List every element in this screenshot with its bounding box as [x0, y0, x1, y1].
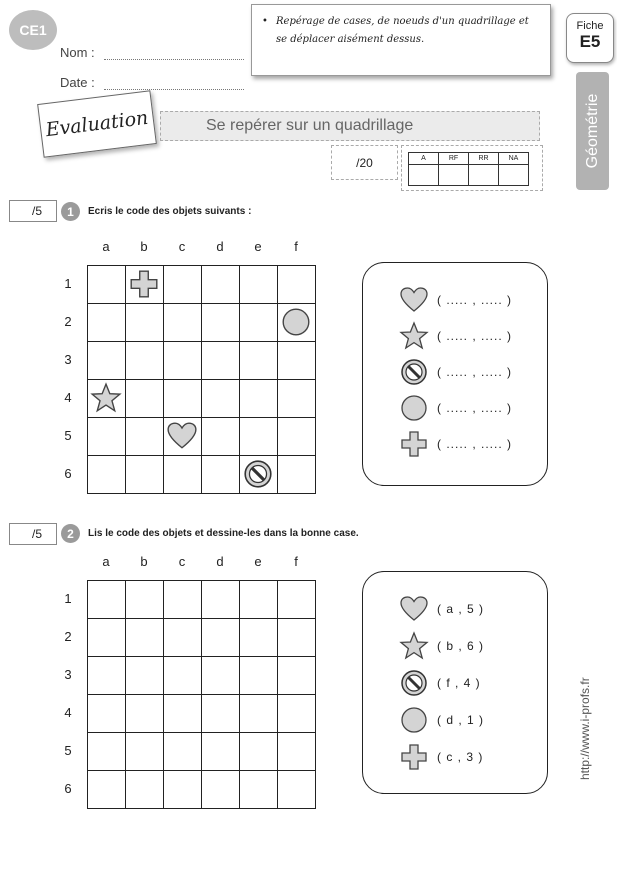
column-label-f: f: [294, 554, 298, 569]
grid-cell-c5[interactable]: [164, 418, 202, 456]
legend-item-star: [399, 321, 512, 351]
circle-icon: [399, 393, 429, 423]
grid-cell-f2[interactable]: [278, 619, 316, 657]
total-score-label: /20: [356, 155, 373, 170]
eval-cell[interactable]: [469, 165, 499, 186]
legend-code[interactable]: ( ..... , ..... ): [437, 293, 513, 307]
grid-cell-b2[interactable]: [126, 619, 164, 657]
ex2-instruction: Lis le code des objets et dessine-les dans la bonne case.: [88, 528, 359, 539]
grid-cell-b4[interactable]: [126, 695, 164, 733]
ex1-score-box[interactable]: [9, 200, 57, 222]
ex1-legend-card: [362, 262, 548, 486]
ex1-number-badge: 1: [61, 202, 80, 221]
legend-item-forbidden: [399, 668, 481, 698]
grid-cell-e4[interactable]: [240, 695, 278, 733]
circle-icon: [399, 705, 429, 735]
eval-cell[interactable]: [409, 165, 439, 186]
column-label-e: e: [254, 239, 262, 254]
column-label-e: e: [254, 554, 262, 569]
row-label-4: 4: [64, 390, 72, 405]
legend-code[interactable]: ( ..... , ..... ): [437, 401, 513, 415]
legend-item-forbidden: [399, 357, 512, 387]
grid-cell-e2[interactable]: [240, 304, 278, 342]
grid-cell-f6[interactable]: [278, 771, 316, 809]
grid-cell-b1[interactable]: [126, 581, 164, 619]
grid-cell-f4[interactable]: [278, 695, 316, 733]
grid-cell-a6[interactable]: [88, 771, 126, 809]
grid-cell-d3[interactable]: [202, 657, 240, 695]
row-label-3: 3: [64, 667, 72, 682]
grid-cell-d4[interactable]: [202, 380, 240, 418]
grid-cell-a5[interactable]: [88, 733, 126, 771]
row-label-6: 6: [64, 466, 72, 481]
row-label-1: 1: [64, 591, 72, 606]
grid-cell-a4[interactable]: [88, 380, 126, 418]
grid-cell-c5[interactable]: [164, 733, 202, 771]
ex2-number-badge: 2: [61, 524, 80, 543]
grid-cell-b4[interactable]: [126, 380, 164, 418]
star-icon: [90, 382, 122, 414]
grid-cell-f6[interactable]: [278, 456, 316, 494]
grid-cell-a3[interactable]: [88, 342, 126, 380]
fiche-code: E5: [579, 32, 601, 51]
column-label-b: b: [140, 554, 148, 569]
grid-cell-a6[interactable]: [88, 456, 126, 494]
fiche-label: Fiche: [576, 20, 604, 32]
grid-cell-c2[interactable]: [164, 619, 202, 657]
ex1-score: /5: [32, 204, 43, 218]
grid-cell-b6[interactable]: [126, 456, 164, 494]
objective-text: Repérage de cases, de noeuds d'un quadrillage et se déplacer aisément dessus.: [276, 16, 529, 45]
legend-code: ( f , 4 ): [437, 676, 481, 690]
grid-cell-b2[interactable]: [126, 304, 164, 342]
grid-cell-c3[interactable]: [164, 657, 202, 695]
row-label-1: 1: [64, 276, 72, 291]
ex2-score: /5: [32, 527, 43, 541]
legend-item-heart: [399, 594, 484, 624]
legend-item-heart: [399, 285, 512, 315]
legend-code[interactable]: ( ..... , ..... ): [437, 365, 513, 379]
legend-item-cross: [399, 429, 512, 459]
row-label-3: 3: [64, 352, 72, 367]
grid-cell-c3[interactable]: [164, 342, 202, 380]
ex1-grid: [87, 265, 316, 494]
total-score-box[interactable]: [331, 145, 398, 180]
grid-cell-d4[interactable]: [202, 695, 240, 733]
eval-col-a: A: [409, 153, 439, 165]
legend-code[interactable]: ( ..... , ..... ): [437, 437, 513, 451]
star-icon: [399, 321, 429, 351]
column-label-c: c: [178, 554, 186, 569]
site-url: http://www.i-profs.fr: [578, 677, 592, 780]
grid-cell-f2[interactable]: [278, 304, 316, 342]
grid-cell-e6[interactable]: [240, 771, 278, 809]
grid-cell-f1[interactable]: [278, 266, 316, 304]
subject-sidebar: [576, 72, 609, 190]
grid-cell-e6[interactable]: [240, 456, 278, 494]
ex2-score-box[interactable]: [9, 523, 57, 545]
ex2-legend-card: [362, 571, 548, 794]
fiche-tag: [566, 13, 614, 63]
grid-cell-b3[interactable]: [126, 342, 164, 380]
grid-cell-e5[interactable]: [240, 733, 278, 771]
grid-cell-d5[interactable]: [202, 418, 240, 456]
eval-cell[interactable]: [499, 165, 529, 186]
title-text: Se repérer sur un quadrillage: [206, 117, 414, 134]
grid-cell-c4[interactable]: [164, 380, 202, 418]
grid-cell-f1[interactable]: [278, 581, 316, 619]
eval-cell[interactable]: [439, 165, 469, 186]
grid-cell-d1[interactable]: [202, 581, 240, 619]
grid-cell-e1[interactable]: [240, 581, 278, 619]
grid-cell-c4[interactable]: [164, 695, 202, 733]
grid-cell-a5[interactable]: [88, 418, 126, 456]
row-label-2: 2: [64, 314, 72, 329]
grid-cell-f3[interactable]: [278, 342, 316, 380]
nom-field[interactable]: [104, 58, 244, 60]
grid-cell-c1[interactable]: [164, 266, 202, 304]
grid-cell-e4[interactable]: [240, 380, 278, 418]
forbidden-icon: [242, 458, 274, 490]
evaluation-card: [37, 90, 157, 157]
grid-cell-c1[interactable]: [164, 581, 202, 619]
grid-cell-a2[interactable]: [88, 619, 126, 657]
heart-icon: [166, 420, 198, 452]
cross-icon: [128, 268, 160, 300]
grid-cell-d2[interactable]: [202, 619, 240, 657]
grid-cell-e2[interactable]: [240, 619, 278, 657]
heart-icon: [399, 594, 429, 624]
cross-icon: [399, 429, 429, 459]
column-label-d: d: [216, 554, 224, 569]
grid-cell-e1[interactable]: [240, 266, 278, 304]
grid-cell-d6[interactable]: [202, 456, 240, 494]
ex1-instruction: Ecris le code des objets suivants :: [88, 206, 252, 217]
eval-col-rr: RR: [469, 153, 499, 165]
circle-icon: [280, 306, 312, 338]
row-label-5: 5: [64, 743, 72, 758]
grid-cell-d2[interactable]: [202, 304, 240, 342]
row-label-4: 4: [64, 705, 72, 720]
grid-cell-b3[interactable]: [126, 657, 164, 695]
legend-code[interactable]: ( ..... , ..... ): [437, 329, 513, 343]
grid-cell-a1[interactable]: [88, 581, 126, 619]
evaluation-label: Evaluation: [44, 106, 150, 142]
grid-cell-e3[interactable]: [240, 342, 278, 380]
grid-cell-d3[interactable]: [202, 342, 240, 380]
grid-cell-d1[interactable]: [202, 266, 240, 304]
objective-card: [251, 4, 551, 76]
grid-cell-a1[interactable]: [88, 266, 126, 304]
column-label-a: a: [102, 554, 110, 569]
legend-item-circle: [399, 705, 484, 735]
grid-cell-e3[interactable]: [240, 657, 278, 695]
legend-item-circle: [399, 393, 512, 423]
cross-icon: [399, 742, 429, 772]
row-label-6: 6: [64, 781, 72, 796]
forbidden-icon: [399, 668, 429, 698]
legend-code: ( a , 5 ): [437, 602, 485, 616]
heart-icon: [399, 285, 429, 315]
column-label-b: b: [140, 239, 148, 254]
nom-label: Nom :: [60, 45, 95, 60]
ex2-grid: [87, 580, 316, 809]
column-label-d: d: [216, 239, 224, 254]
subject-label: Géométrie: [583, 93, 601, 169]
grid-cell-a4[interactable]: [88, 695, 126, 733]
grid-cell-b6[interactable]: [126, 771, 164, 809]
grid-cell-d5[interactable]: [202, 733, 240, 771]
grid-cell-f5[interactable]: [278, 733, 316, 771]
date-field[interactable]: [104, 88, 244, 90]
column-label-c: c: [178, 239, 186, 254]
legend-item-cross: [399, 742, 483, 772]
grid-cell-a3[interactable]: [88, 657, 126, 695]
legend-code: ( c , 3 ): [437, 750, 484, 764]
forbidden-icon: [399, 357, 429, 387]
date-label: Date :: [60, 75, 95, 90]
star-icon: [399, 631, 429, 661]
legend-item-star: [399, 631, 484, 661]
grid-cell-e5[interactable]: [240, 418, 278, 456]
grid-cell-c6[interactable]: [164, 771, 202, 809]
grid-cell-d6[interactable]: [202, 771, 240, 809]
column-label-a: a: [102, 239, 110, 254]
grid-cell-f4[interactable]: [278, 380, 316, 418]
legend-code: ( d , 1 ): [437, 713, 485, 727]
row-label-2: 2: [64, 629, 72, 644]
grid-cell-b1[interactable]: [126, 266, 164, 304]
row-label-5: 5: [64, 428, 72, 443]
grid-cell-f5[interactable]: [278, 418, 316, 456]
grid-cell-a2[interactable]: [88, 304, 126, 342]
grid-cell-c2[interactable]: [164, 304, 202, 342]
grid-cell-b5[interactable]: [126, 733, 164, 771]
grid-cell-b5[interactable]: [126, 418, 164, 456]
legend-code: ( b , 6 ): [437, 639, 485, 653]
eval-col-rf: RF: [439, 153, 469, 165]
evaluation-table: [401, 145, 543, 191]
grid-cell-f3[interactable]: [278, 657, 316, 695]
column-label-f: f: [294, 239, 298, 254]
grid-cell-c6[interactable]: [164, 456, 202, 494]
level-badge: CE1: [9, 10, 57, 50]
bullet-icon: •: [262, 16, 268, 27]
page-title: [160, 111, 540, 141]
eval-col-na: NA: [499, 153, 529, 165]
